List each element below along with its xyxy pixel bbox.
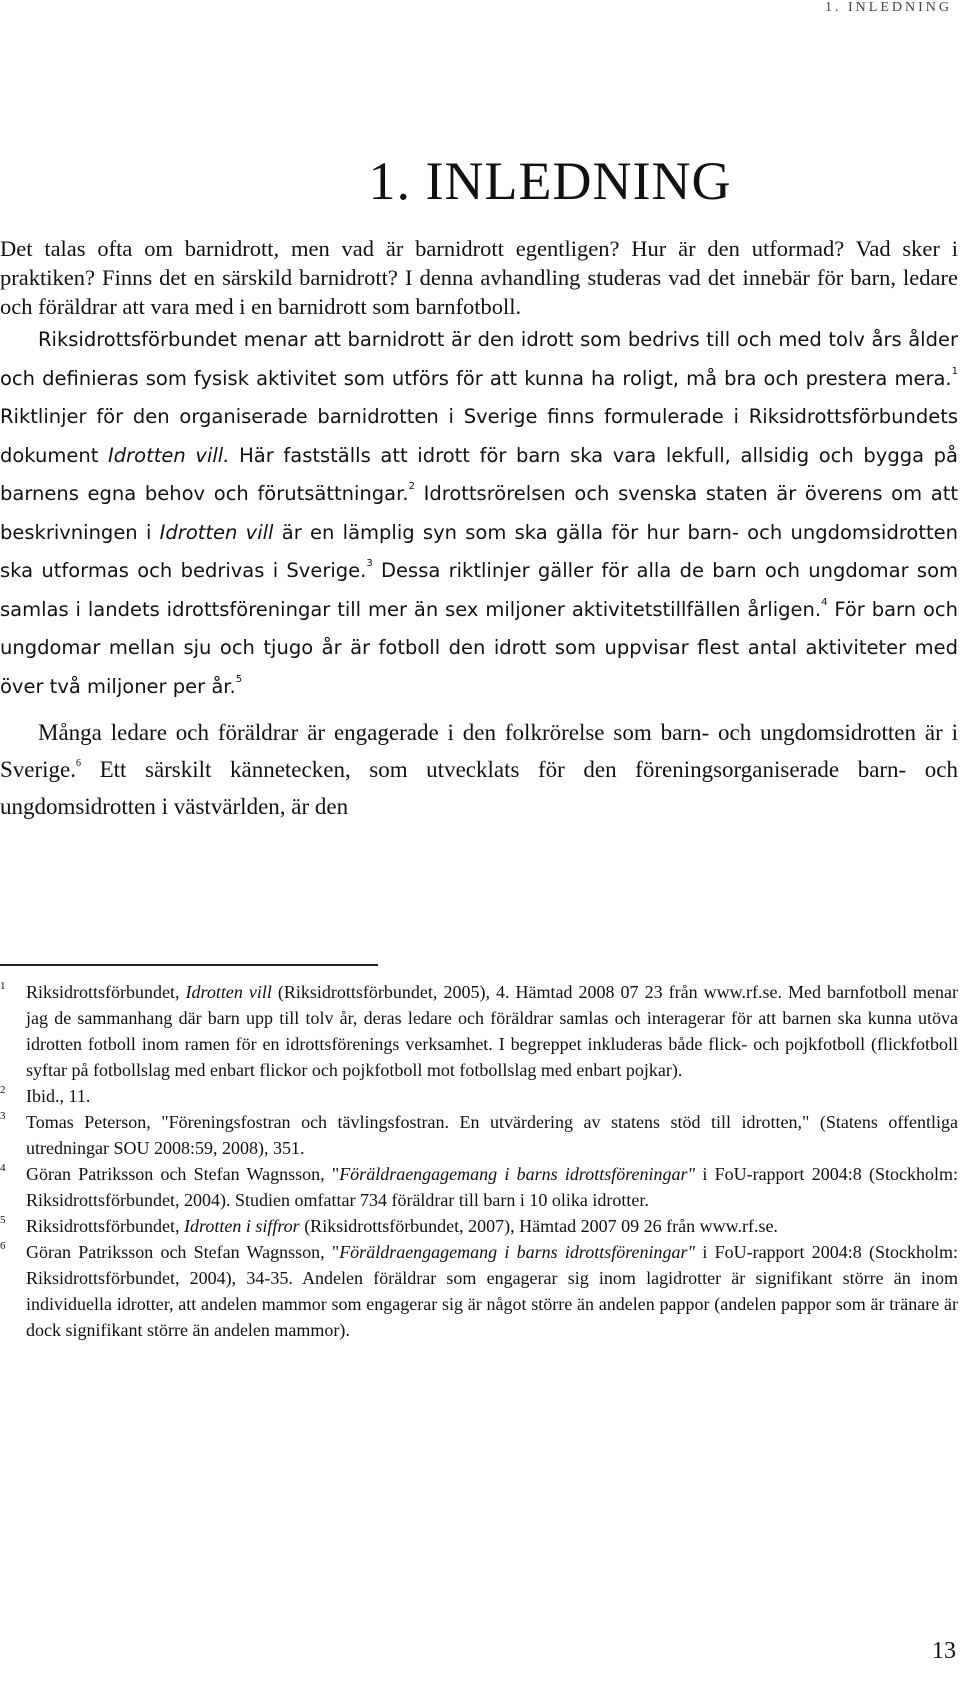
text-run: Idrottsrörelsen och svenska staten är överens om att beskrivningen i: [0, 482, 958, 544]
text-run: Riksidrottsförbundet menar att barnidrott är den idrott som bedrivs till och med tolv års ålder och definieras som fysisk aktivitet som utförs för att kunna ha roligt, må bra och prestera mera.: [0, 328, 958, 390]
footnote-text: Ibid., 11.: [26, 1086, 91, 1106]
text-run: Riktlinjer för den organiserade barnidrotten i Sverige finns formulerade i Riksidrottsförbundets dokument: [0, 405, 958, 467]
text-run: Ett särskilt kännetecken, som utvecklats för den föreningsorganiserade barn- och ungdomsidrotten i västvärlden, är den: [0, 757, 958, 819]
paragraph-ledare-foraldrar: [0, 714, 958, 825]
chapter-title: 1. INLEDNING: [368, 151, 732, 211]
footnote-1: [0, 979, 958, 1083]
footnote-4: [0, 1161, 958, 1213]
running-head: 1. INLEDNING: [825, 0, 952, 15]
footnote-separator: [0, 964, 378, 966]
footnote-ref-4[interactable]: 4: [821, 596, 828, 608]
footnote-ref-5[interactable]: 5: [235, 673, 243, 685]
footnote-3: [0, 1109, 958, 1161]
footnote-text: Tomas Peterson, "Föreningsfostran och tävlingsfostran. En utvärdering av statens stöd till idrotten," (Statens offentliga utredningar SOU 2008:59, 2008), 351.: [26, 1112, 958, 1158]
intro-paragraph: Det talas ofta om barnidrott, men vad är barnidrott egentligen? Hur är den utformad? Vad sker i praktiken? Finns det en särskild barnidrott? I denna avhandling studeras vad det innebär för barn, ledare och föräldrar att vara med i en barnidrott som barnfotboll.: [0, 236, 958, 319]
italic-title: Idrotten vill: [159, 520, 274, 544]
footnote-ref-2[interactable]: 2: [408, 481, 415, 492]
footnote-text: Göran Patriksson och Stefan Wagnsson, ": [26, 1164, 340, 1184]
footnote-6: [0, 1239, 958, 1343]
footnote-text: (Riksidrottsförbundet, 2005), 4. Hämtad 2008 07 23 från www.rf.se. Med barnfotboll menar jag de sammanhang där barn upp till tolv år, deras ledare och föräldrar samlas och interagerar för att barnen ska kunna utöva idrotten fotboll inom ramen för en idrottsförenings verksamhet. I begreppet inkluderas både flick- och pojkfotboll (flickfotboll syftar på fotbollslag med enbart flickor och pojkfotboll mot fotbollslag med enbart pojkar).: [26, 982, 958, 1080]
footnote-number: 2: [0, 1084, 6, 1096]
footnote-text: Riksidrottsförbundet,: [26, 1216, 184, 1236]
text-run: är en lämplig syn som ska gälla för hur barn- och ungdomsidrotten ska utformas och bedrivas i Sverige.: [0, 520, 958, 582]
footnote-text: Göran Patriksson och Stefan Wagnsson, ": [26, 1242, 340, 1262]
footnote-ref-1[interactable]: 1: [951, 365, 958, 377]
footnote-italic: Idrotten i siffror: [184, 1216, 300, 1236]
footnote-number: 5: [0, 1214, 6, 1226]
footnote-number: 3: [0, 1110, 6, 1122]
footnotes: [0, 979, 958, 1343]
footnote-italic: Föräldraengagemang i barns idrottsföreningar": [339, 1164, 696, 1184]
footnote-ref-6[interactable]: 6: [76, 758, 82, 769]
footnote-text: Riksidrottsförbundet,: [26, 982, 186, 1002]
footnote-5: [0, 1213, 958, 1239]
page-number: 13: [932, 1638, 956, 1664]
italic-title: Idrotten vill.: [108, 443, 230, 467]
text-run: Här fastställs att idrott för barn ska vara lekfull, allsidig och bygga på barnens egna behov och förutsättningar.: [0, 443, 959, 505]
text-run: Många ledare och föräldrar är engagerade i den folkrörelse som barn- och ungdomsidrotten är i Sverige.: [0, 720, 958, 782]
paragraph-barnidrott-definition: [0, 321, 958, 706]
footnote-italic: Idrotten vill: [185, 982, 272, 1002]
text-run: Dessa riktlinjer gäller för alla de barn och ungdomar som samlas i landets idrottsföreningar till mer än sex miljoner aktivitetstillfällen årligen.: [0, 559, 958, 621]
footnote-ref-3[interactable]: 3: [366, 558, 373, 569]
footnote-number: 6: [0, 1240, 6, 1252]
footnote-2: [0, 1083, 958, 1109]
footnote-text: i FoU-rapport 2004:8 (Stockholm: Riksidrottsförbundet, 2004), 34-35. Andelen föräldrar som engagerar sig inom lagidrotter är signifikant större än inom individuella idrotter, att andelen mammor som engagerar sig är något större än andelen pappor (andelen pappor som är tränare är dock signifikant större än andelen mammor).: [26, 1242, 959, 1340]
footnote-text: (Riksidrottsförbundet, 2007), Hämtad 2007 09 26 från www.rf.se.: [299, 1216, 778, 1236]
text-run: För barn och ungdomar mellan sju och tjugo år är fotboll den idrott som uppvisar flest antal aktiviteter med över två miljoner per år.: [0, 597, 958, 698]
footnote-text: i FoU-rapport 2004:8 (Stockholm: Riksidrottsförbundet, 2004). Studien omfattar 734 föräldrar till barn i 10 olika idrotter.: [26, 1164, 959, 1210]
footnote-italic: Föräldraengagemang i barns idrottsföreningar": [339, 1242, 696, 1262]
footnote-number: 4: [0, 1162, 6, 1174]
footnote-number: 1: [0, 980, 6, 992]
body-text: [0, 234, 958, 825]
